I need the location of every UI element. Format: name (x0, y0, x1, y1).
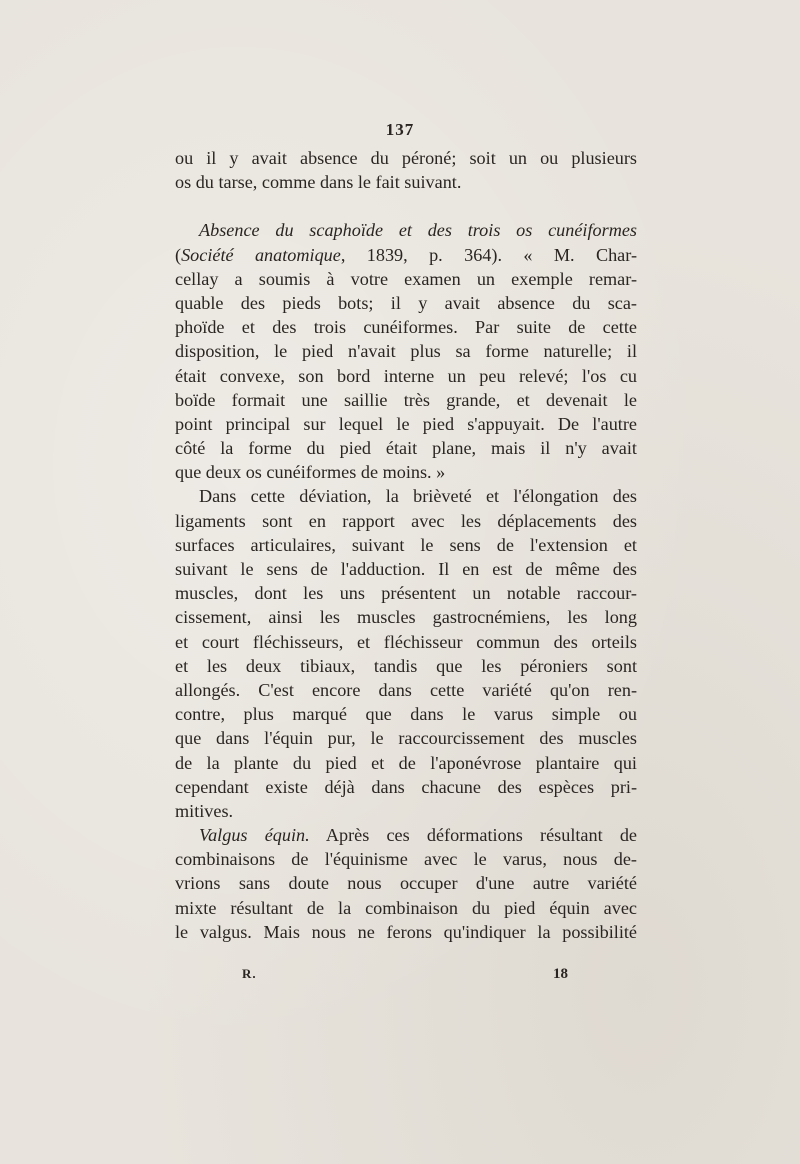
page-footer (242, 966, 568, 983)
text-line: suivant le sens de l'adduction. Il en est de même des (175, 559, 637, 579)
text-line: muscles, dont les uns présentent un notable raccour- (175, 583, 637, 604)
body-text (175, 146, 637, 944)
text-line: Dans cette déviation, la brièveté et l'élongation des (199, 486, 637, 507)
text-line: ou il y avait absence du péroné; soit un ou plusieurs (175, 148, 637, 168)
text-line: phoïde et des trois cunéiformes. Par suite de cette (175, 317, 637, 338)
text-line: et les deux tibiaux, tandis que les péroniers sont (175, 655, 637, 676)
sheet-number: 18 (553, 966, 568, 982)
text-line: que deux os cunéiformes de moins. » (175, 462, 446, 483)
text-line: contre, plus marqué que dans le varus simple ou (175, 704, 637, 725)
text-line: cependant existe déjà dans chacune des espèces pri- (175, 776, 637, 797)
text-line: de la plante du pied et de l'aponévrose plantaire qui (175, 752, 637, 773)
text-line: boïde formait une saillie très grande, et devenait le (175, 389, 637, 410)
text-line: quable des pieds bots; il y avait absence du sca- (175, 292, 637, 313)
source-name: Société anatomique (181, 244, 341, 265)
text-line: mitives. (175, 800, 234, 821)
valgus-lead (175, 823, 637, 847)
text-line: os du tarse, comme dans le fait suivant. (175, 172, 462, 193)
text-line: combinaisons de l'équinisme avec le varus, nous de- (175, 849, 637, 870)
text-line: vrions sans doute nous occuper d'une autre variété (175, 873, 637, 894)
valgus-title: Valgus équin. (199, 825, 310, 846)
observation-title: Absence du scaphoïde et des trois os cunéiformes (199, 220, 637, 241)
text-line: que dans l'équin pur, le raccourcissement des muscles (175, 728, 637, 749)
text-line: était convexe, son bord interne un peu relevé; l'os cu (175, 365, 637, 386)
page-number: 137 (385, 120, 415, 139)
text-line: mixte résultant de la combinaison du pied équin avec (175, 897, 637, 918)
text-line: allongés. C'est encore dans cette variété qu'on ren- (175, 679, 637, 700)
text-line: le valgus. Mais nous ne ferons qu'indiquer la possibilité (175, 921, 637, 942)
observation-source: (Société anatomique, 1839, p. 364). « M. Char- (175, 244, 637, 265)
valgus-lead-text: Après ces déformations résultant de (309, 825, 637, 846)
text-line: point principal sur lequel le pied s'appuyait. De l'autre (175, 413, 637, 434)
text-line: cissement, ainsi les muscles gastrocnémiens, les long (175, 607, 637, 628)
text-line: cellay a soumis à votre examen un exemple remar- (175, 268, 637, 289)
text-line: surfaces articulaires, suivant le sens de l'extension et (175, 534, 637, 555)
text-line: disposition, le pied n'avait plus sa forme naturelle; il (175, 341, 637, 362)
printer-signature: R. (242, 966, 257, 981)
text-line: ligaments sont en rapport avec les déplacements des (175, 510, 637, 531)
source-details: , 1839, p. 364). « M. Char- (340, 244, 637, 265)
text-line: et court fléchisseurs, et fléchisseur commun des orteils (175, 631, 637, 652)
text-line: côté la forme du pied était plane, mais il n'y avait (175, 438, 637, 459)
